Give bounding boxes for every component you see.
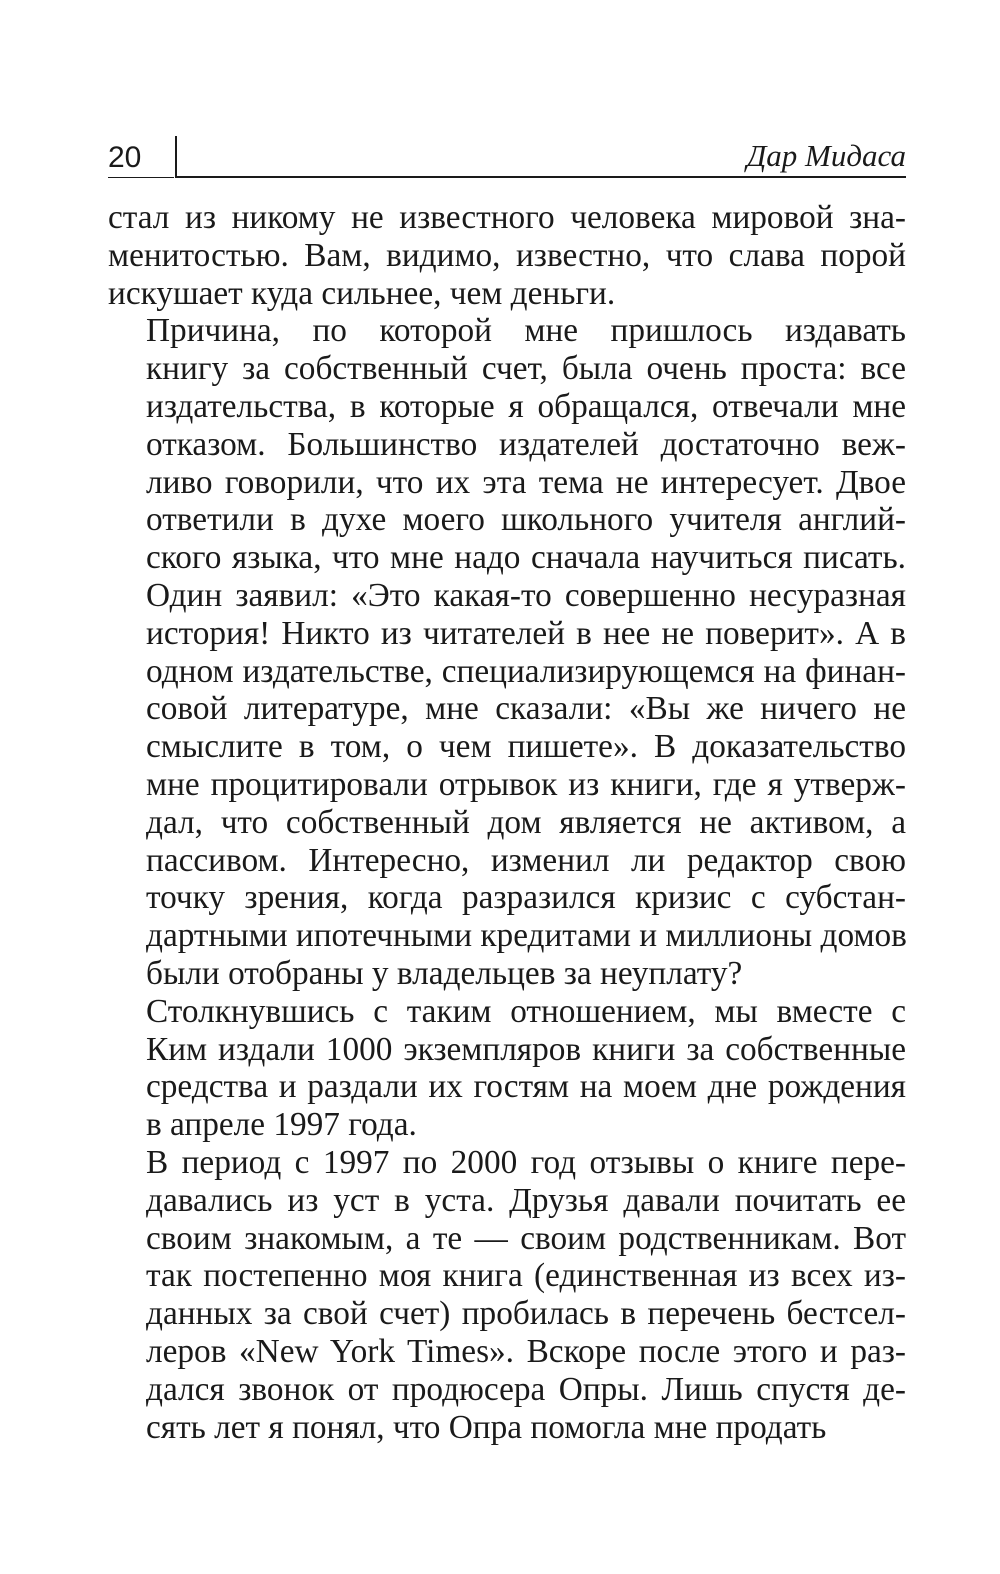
text-line: Столкнувшись с таким отношением, мы вместе с — [146, 992, 906, 1030]
text-line: Причина, по которой мне пришлось издавать — [146, 312, 906, 350]
text-line: дал, что собственный дом является не активом, а — [146, 803, 906, 841]
text-line: мне процитировали отрывок из книги, где я утверж- — [146, 765, 906, 803]
text-line: книгу за собственный счет, была очень проста: все — [146, 350, 906, 388]
text-line: леров «New York Times». Вскоре после этого и раз- — [146, 1332, 906, 1370]
text-line: издательства, в которые я обращался, отвечали мне — [146, 387, 906, 425]
text-line: в апреле 1997 года. — [146, 1106, 417, 1144]
paragraph — [108, 993, 906, 1144]
paragraph — [108, 1144, 906, 1446]
text-line: сять лет я понял, что Опра помогла мне продать — [146, 1408, 827, 1446]
text-line: отказом. Большинство издателей достаточно веж- — [146, 425, 906, 463]
page-number-underline — [108, 177, 174, 178]
text-line: дартными ипотечными кредитами и миллионы домов — [146, 917, 907, 955]
text-line: точку зрения, когда разразился кризис с субстан- — [146, 879, 906, 917]
running-title: Дар Мидаса — [746, 138, 906, 173]
page-header — [108, 130, 906, 182]
page-number: 20 — [108, 141, 142, 174]
paragraph — [108, 199, 906, 312]
text-line: своим знакомым, а те — своим родственникам. Вот — [146, 1219, 906, 1257]
text-line: ского языка, что мне надо сначала научиться писать. — [146, 539, 906, 577]
text-line: средства и раздали их гостям на моем дне рождения — [146, 1068, 906, 1106]
text-line: одном издательстве, специализирующемся на финан- — [146, 652, 906, 690]
text-line: менитостью. Вам, видимо, известно, что слава порой — [108, 236, 906, 274]
text-line: были отобраны у владельцев за неуплату? — [146, 954, 743, 992]
text-line: данных за свой счет) пробилась в перечень бестсел- — [146, 1295, 906, 1333]
text-line: смыслите в том, о чем пишете». В доказательство — [146, 728, 906, 766]
text-line: так постепенно моя книга (единственная из всех из- — [146, 1257, 906, 1295]
paragraph — [108, 312, 906, 992]
text-line: Ким издали 1000 экземпляров книги за собственные — [146, 1030, 906, 1068]
text-line: совой литературе, мне сказали: «Вы же ничего не — [146, 690, 906, 728]
text-line: стал из никому не известного человека мировой зна- — [108, 199, 906, 236]
header-vertical-rule — [175, 136, 177, 178]
text-line: ответили в духе моего школьного учителя англий- — [146, 501, 906, 539]
text-line: Один заявил: «Это какая-то совершенно несуразная — [146, 576, 906, 614]
text-line: давались из уст в уста. Друзья давали почитать ее — [146, 1181, 906, 1219]
text-line: пассивом. Интересно, изменил ли редактор свою — [146, 841, 906, 879]
text-line: история! Никто из читателей в нее не поверит». А в — [146, 614, 906, 652]
header-horizontal-rule — [175, 176, 906, 178]
body-text — [108, 199, 906, 1446]
text-line: В период с 1997 по 2000 год отзывы о книге пере- — [146, 1143, 906, 1181]
text-line: искушает куда сильнее, чем деньги. — [108, 274, 616, 312]
text-line: ливо говорили, что их эта тема не интересует. Двое — [146, 463, 906, 501]
text-line: дался звонок от продюсера Опры. Лишь спустя де- — [146, 1370, 906, 1408]
